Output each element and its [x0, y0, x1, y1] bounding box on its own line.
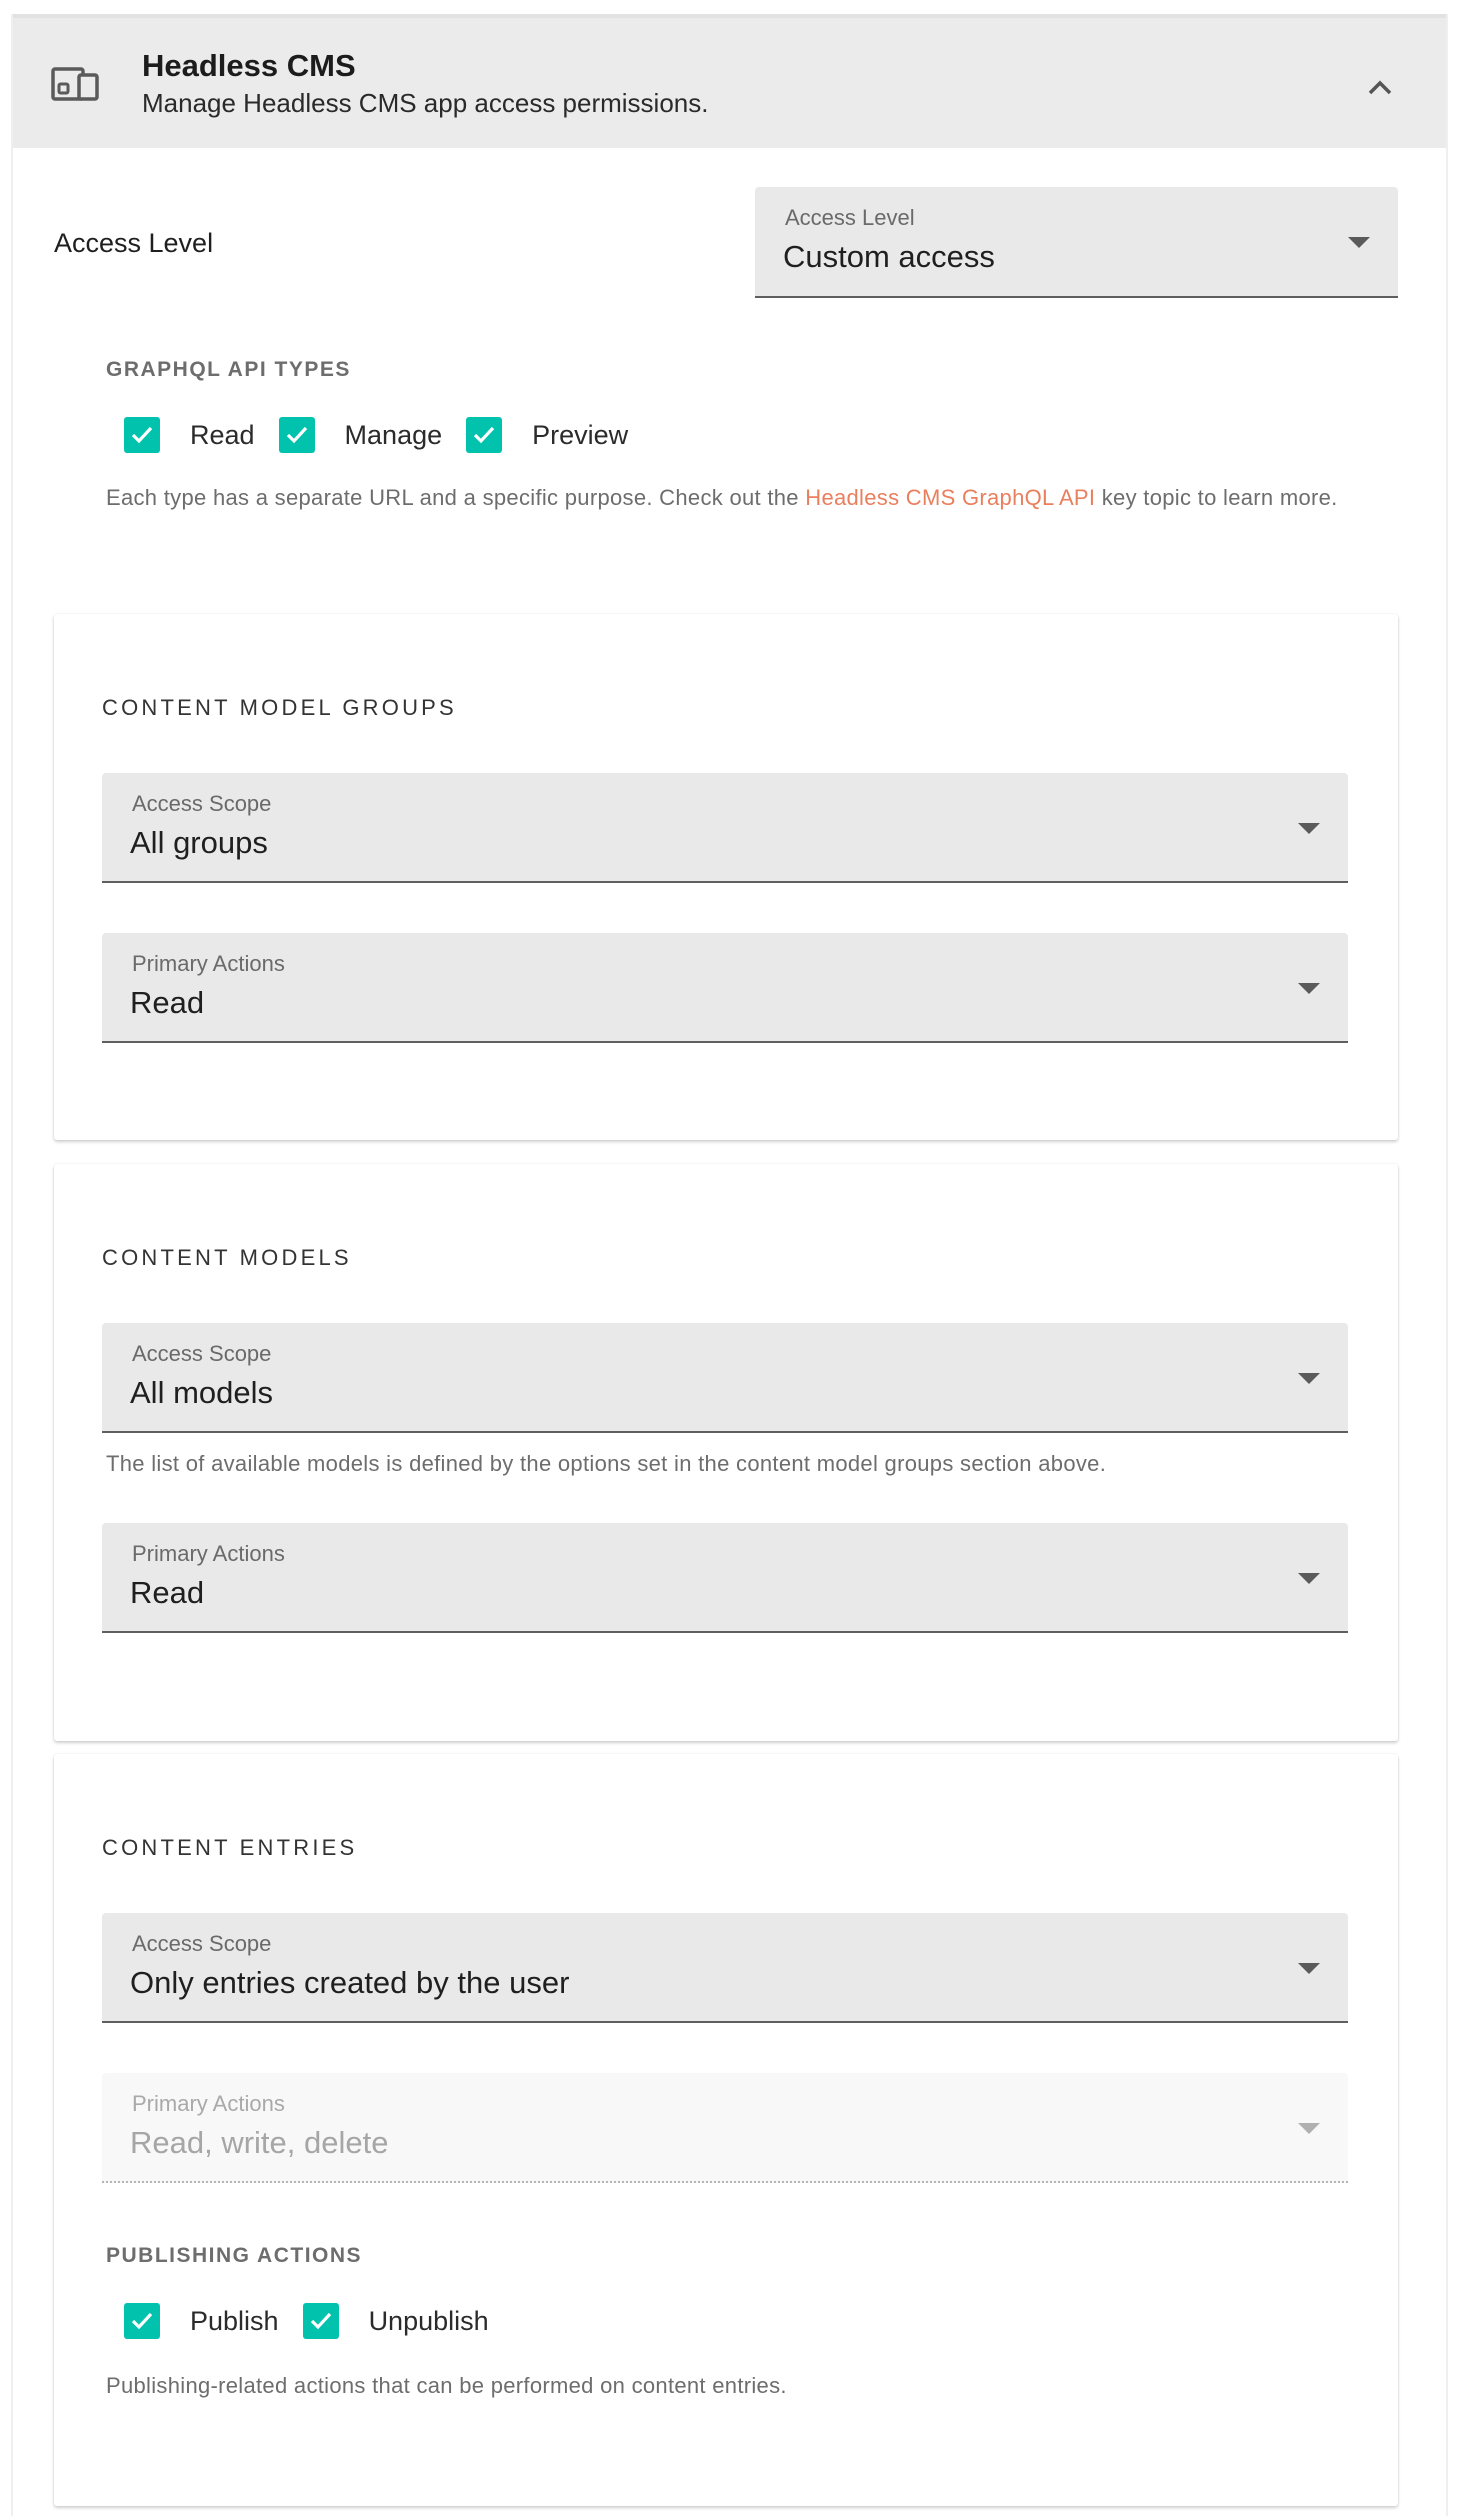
- content-model-groups-scope-select[interactable]: [102, 773, 1348, 883]
- primary-actions-label: Primary Actions: [132, 2091, 285, 2116]
- content-entries-card: [54, 1754, 1398, 2506]
- devices-icon: [51, 65, 99, 105]
- chevron-up-icon[interactable]: [1360, 68, 1400, 108]
- content-entries-title: CONTENT ENTRIES: [102, 1835, 358, 1860]
- unpublish-checkbox[interactable]: [303, 2303, 339, 2339]
- content-model-groups-title: CONTENT MODEL GROUPS: [102, 695, 457, 720]
- publishing-actions-checkboxes: [124, 2303, 513, 2339]
- caret-down-icon: [1348, 237, 1370, 249]
- content-entries-scope-select[interactable]: [102, 1913, 1348, 2023]
- graphql-api-types-title: GRAPHQL API TYPES: [106, 358, 351, 381]
- graphql-help-text-suffix: key topic to learn more.: [1095, 485, 1338, 510]
- access-level-select-value: Custom access: [783, 239, 995, 274]
- access-scope-value: All models: [130, 1375, 273, 1410]
- manage-checkbox-label[interactable]: Manage: [344, 419, 443, 450]
- content-models-title: CONTENT MODELS: [102, 1245, 352, 1270]
- publishing-actions-help: Publishing-related actions that can be performed on content entries.: [106, 2373, 787, 2398]
- graphql-api-types-checkboxes: [124, 417, 652, 453]
- caret-down-icon: [1298, 1963, 1320, 1975]
- access-level-select[interactable]: [755, 187, 1398, 298]
- manage-checkbox[interactable]: [279, 417, 315, 453]
- checkmark-icon: [307, 2307, 335, 2335]
- panel-subtitle: Manage Headless CMS app access permissions.: [142, 88, 709, 118]
- publish-checkbox[interactable]: [124, 2303, 160, 2339]
- access-scope-label: Access Scope: [132, 1931, 272, 1956]
- content-entries-actions-select: [102, 2073, 1348, 2183]
- graphql-help-text: Each type has a separate URL and a specific purpose. Check out the: [106, 485, 806, 510]
- panel-header[interactable]: [13, 14, 1446, 148]
- primary-actions-label: Primary Actions: [132, 1541, 285, 1566]
- primary-actions-value: Read: [130, 1575, 205, 1610]
- checkmark-icon: [283, 421, 311, 449]
- content-models-scope-help: The list of available models is defined by the options set in the content model groups section above.: [106, 1451, 1107, 1476]
- headless-cms-permissions-panel: [11, 14, 1448, 2516]
- access-level-select-label: Access Level: [785, 205, 915, 230]
- content-models-scope-select[interactable]: [102, 1323, 1348, 1433]
- access-level-label: Access Level: [54, 228, 214, 258]
- checkmark-icon: [128, 2307, 156, 2335]
- access-scope-label: Access Scope: [132, 791, 272, 816]
- read-checkbox-label[interactable]: Read: [190, 419, 255, 450]
- primary-actions-label: Primary Actions: [132, 951, 285, 976]
- caret-down-icon: [1298, 1573, 1320, 1585]
- content-models-card: [54, 1164, 1398, 1741]
- content-model-groups-actions-select[interactable]: [102, 933, 1348, 1043]
- content-models-actions-select[interactable]: [102, 1523, 1348, 1633]
- caret-down-icon: [1298, 1373, 1320, 1385]
- primary-actions-value: Read, write, delete: [130, 2125, 389, 2160]
- caret-down-icon: [1298, 2123, 1320, 2135]
- checkmark-icon: [470, 421, 498, 449]
- caret-down-icon: [1298, 983, 1320, 995]
- publish-checkbox-label[interactable]: Publish: [190, 2305, 279, 2336]
- caret-down-icon: [1298, 823, 1320, 835]
- headless-cms-graphql-api-link[interactable]: Headless CMS GraphQL API: [805, 485, 1096, 510]
- checkmark-icon: [128, 421, 156, 449]
- preview-checkbox-label[interactable]: Preview: [532, 419, 629, 450]
- publishing-actions-title: PUBLISHING ACTIONS: [106, 2244, 363, 2267]
- preview-checkbox[interactable]: [466, 417, 502, 453]
- access-scope-value: Only entries created by the user: [130, 1965, 570, 2000]
- read-checkbox[interactable]: [124, 417, 160, 453]
- unpublish-checkbox-label[interactable]: Unpublish: [368, 2305, 489, 2336]
- access-scope-label: Access Scope: [132, 1341, 272, 1366]
- content-model-groups-card: [54, 614, 1398, 1140]
- primary-actions-value: Read: [130, 985, 205, 1020]
- access-scope-value: All groups: [130, 825, 268, 860]
- panel-title: Headless CMS: [142, 48, 356, 83]
- graphql-api-types-help: [106, 482, 1376, 514]
